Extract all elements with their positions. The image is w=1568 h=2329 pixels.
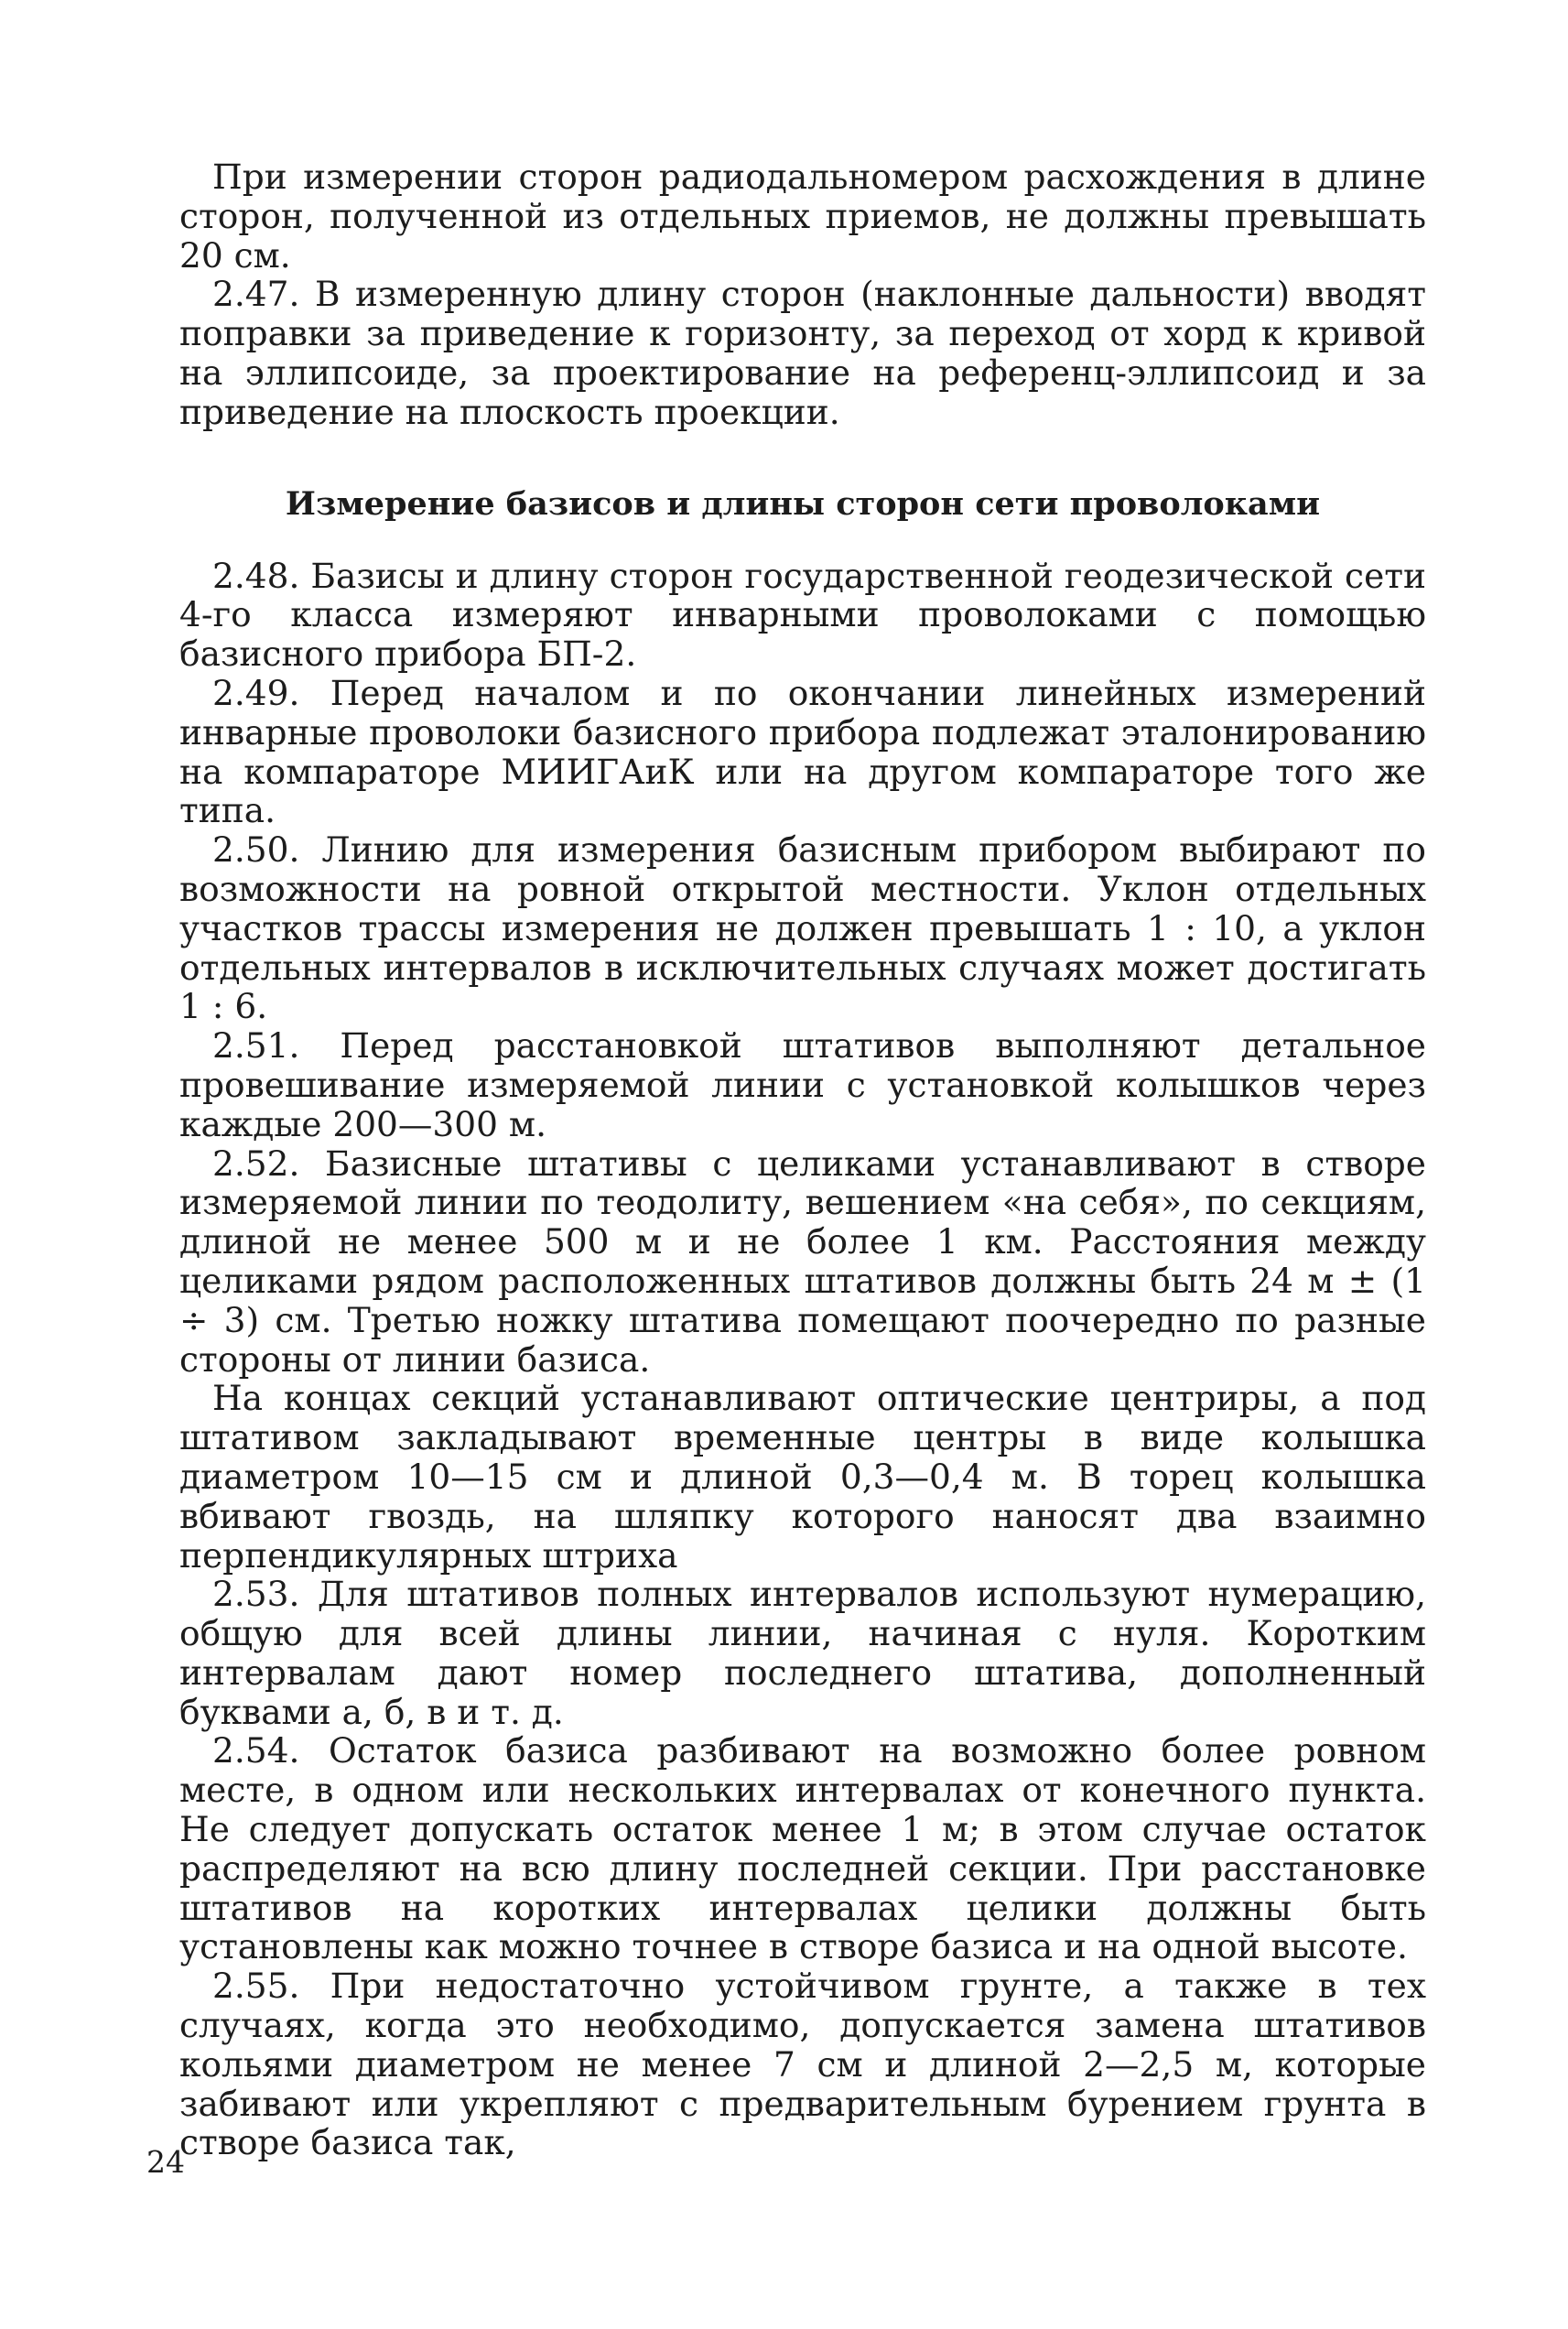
paragraph-2-52: 2.52. Базисные штативы с целиками устанавливают в створе измеряемой линии по теодолиту, вешением «на себя», по секциям, длиной не менее 500 м и не более 1 км. Расстояния между целиками рядом расположенных штативов должны быть 24 м ± (1 ÷ 3) см. Третью ножку штатива помещают поочередно по разные стороны от линии базиса. <box>179 1143 1426 1380</box>
paragraph-2-47: 2.47. В измеренную длину сторон (наклонные дальности) вводят поправки за приведение к горизонту, за переход от хорд к кривой на эллипсоиде, за проектирование на референц-эллипсоид и за приведение на плоскость проекции. <box>179 274 1426 432</box>
paragraph-2-53: 2.53. Для штативов полных интервалов используют нумерацию, общую для всей длины линии, начиная с нуля. Коротким интервалам дают номер последнего штатива, дополненный буквами а, б, в и т. д. <box>179 1574 1426 1732</box>
paragraph-2-54: 2.54. Остаток базиса разбивают на возможно более ровном месте, в одном или нескольких интервалах от конечного пункта. Не следует допускать остаток менее 1 м; в этом случае остаток распределяют на всю длину последней секции. При расстановке штативов на коротких интервалах целики должны быть установлены как можно точнее в створе базиса и на одной высоте. <box>179 1730 1426 1967</box>
paragraph: При измерении сторон радиодальномером расхождения в длине сторон, полученной из отдельных приемов, не должны превышать 20 см. <box>179 157 1426 276</box>
section-heading: Измерение базисов и длины сторон сети проволоками <box>285 484 1321 523</box>
paragraph-2-48: 2.48. Базисы и длину сторон государственной геодезической сети 4-го класса измеряют инварными проволоками с помощью базисного прибора БП-2. <box>179 555 1426 675</box>
page-number: 24 <box>146 2144 185 2180</box>
paragraph-sections: На концах секций устанавливают оптические центриры, а под штативом закладывают временные центры в виде колышка диаметром 10—15 см и длиной 0,3—0,4 м. В торец колышка вбивают гвоздь, на шляпку которого наносят два взаимно перпендикулярных штриха <box>179 1378 1426 1576</box>
paragraph-2-50: 2.50. Линию для измерения базисным прибором выбирают по возможности на ровной открытой местности. Уклон отдельных участков трассы измерения не должен превышать 1 : 10, а уклон отдельных интервалов в исключительных случаях может достигать 1 : 6. <box>179 829 1426 1027</box>
paragraph-2-55: 2.55. При недостаточно устойчивом грунте, а также в тех случаях, когда это необходимо, допускается замена штативов кольями диаметром не менее 7 см и длиной 2—2,5 м, которые забивают или укрепляют с предварительным бурением грунта в створе базиса так, <box>179 1966 1426 2163</box>
page-body <box>179 157 1426 2162</box>
paragraph-2-49: 2.49. Перед началом и по окончании линейных измерений инварные проволоки базисного прибора подлежат эталонированию на компараторе МИИГАиК или на другом компараторе того же типа. <box>179 672 1426 831</box>
paragraph-2-51: 2.51. Перед расстановкой штативов выполняют детальное провешивание измеряемой линии с установкой колышков через каждые 200—300 м. <box>179 1025 1426 1144</box>
